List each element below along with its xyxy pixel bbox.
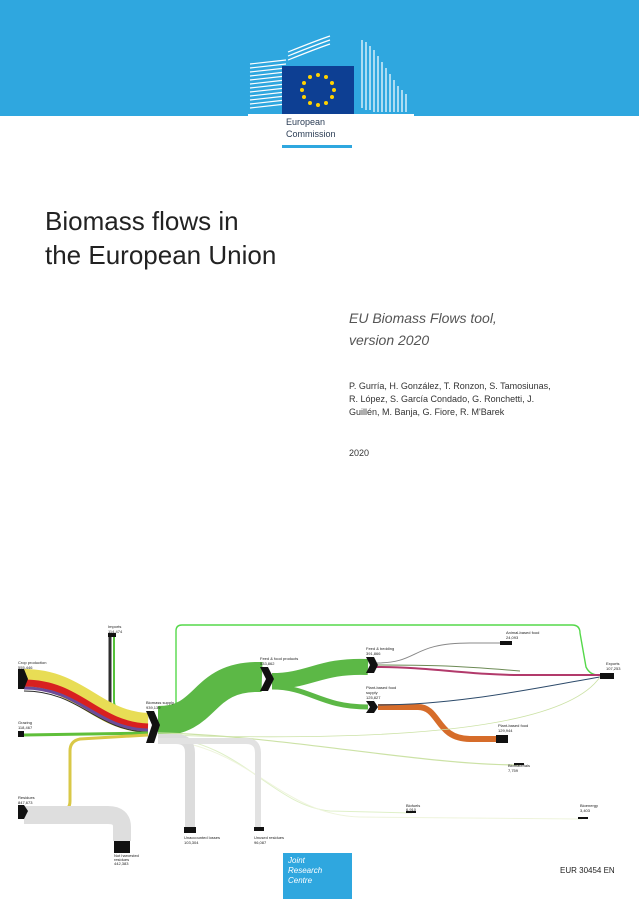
subtitle-line1: EU Biomass Flows tool,	[349, 310, 497, 326]
label-biofuels-val: 6,910	[406, 807, 417, 812]
report-subtitle	[349, 307, 589, 351]
sankey-flow-plant-food	[378, 707, 496, 739]
label-bioenergy: Bioenergy	[580, 803, 599, 808]
ec-wordmark-line1: European	[286, 117, 326, 127]
label-plant-supply2: supply	[366, 690, 378, 695]
label-grazing-val: 118,467	[18, 725, 33, 730]
label-feed-bedding-val: 391,866	[366, 651, 381, 656]
label-biofuels: Biofuels	[406, 803, 421, 808]
sankey-flow-plant-export	[378, 677, 600, 705]
subtitle-line2: version 2020	[349, 332, 430, 348]
label-biomass-supply: Biomass supply	[146, 700, 175, 705]
label-imports: Imports	[108, 624, 122, 629]
jrc-line3: Centre	[288, 876, 313, 885]
sankey-node-unaccounted	[184, 827, 196, 833]
label-exports: Exports	[606, 661, 620, 666]
sankey-flow-unaccounted	[158, 739, 190, 827]
authors-line3: Guillén, M. Banja, G. Fiore, R. M'Barek	[349, 407, 505, 417]
jrc-line1: Joint	[288, 856, 305, 865]
label-feed-food: Feed & food products	[260, 656, 299, 661]
sankey-flow-unused	[158, 741, 258, 827]
label-unaccounted-val: 103,304	[184, 840, 199, 845]
label-crop-val: 555,446	[18, 665, 33, 670]
title-line2: the European Union	[45, 240, 277, 270]
label-animal-food: Animal-based food	[506, 630, 540, 635]
label-plant-food-val: 129,944	[498, 728, 513, 733]
authors-line2: R. López, S. García Condado, G. Ronchetti, J.	[349, 394, 535, 404]
ec-underline	[282, 145, 352, 148]
sankey-flow-not-harvested	[24, 815, 122, 841]
sankey-flow-feed-food	[158, 677, 262, 721]
sankey-node-grazing	[18, 731, 24, 737]
label-plant-food: Plant-based food	[498, 723, 529, 728]
sankey-node-feed-food	[260, 667, 274, 691]
label-imports-val: 114,474	[108, 629, 123, 634]
sankey-node-unused	[254, 827, 264, 831]
report-title	[45, 204, 345, 272]
label-unused: Unused residues	[254, 835, 285, 840]
sankey-flow-plant-supply	[272, 687, 368, 707]
label-not-harvested: Not harvested	[114, 853, 139, 858]
label-unaccounted: Unaccounted losses	[184, 835, 221, 840]
label-unused-val: 96,087	[254, 840, 267, 845]
label-not-harvested2: residues	[114, 857, 130, 862]
label-animal-food-val: 24,093	[506, 635, 519, 640]
label-biomass-supply-val: 939,139	[146, 705, 161, 710]
title-line1: Biomass flows in	[45, 206, 239, 236]
label-crop: Crop production	[18, 660, 47, 665]
sankey-node-exports	[600, 673, 614, 679]
label-biomaterials: Biomaterials	[508, 763, 531, 768]
sankey-flow-bioenergy	[158, 739, 582, 819]
sankey-node-plant-food	[496, 735, 508, 743]
ec-wordmark-line2: Commission	[286, 129, 336, 139]
authors	[349, 380, 579, 419]
label-residues: Residues	[18, 795, 35, 800]
sankey-flow-residues-up	[24, 735, 148, 811]
ec-wordmark	[286, 116, 354, 140]
jrc-logo	[283, 853, 352, 899]
jrc-line2: Research	[288, 866, 323, 875]
authors-line1: P. Gurría, H. González, T. Ronzon, S. Tamosiunas,	[349, 381, 551, 391]
label-exports-val: 107,253	[606, 666, 621, 671]
label-residues-val: 847,673	[18, 800, 33, 805]
sankey-node-bioenergy	[578, 817, 588, 819]
label-not-harvested-val: 442,383	[114, 861, 129, 866]
label-grazing: Grazing	[18, 720, 33, 725]
label-feed-food-val: 533,862	[260, 661, 275, 666]
publication-year: 2020	[349, 448, 370, 458]
sankey-flow-imports-green	[114, 637, 148, 715]
sankey-diagram	[0, 615, 639, 875]
label-plant-supply-val: 125,827	[366, 695, 381, 700]
sankey-node-animal-food	[500, 641, 512, 645]
label-bioenergy-val: 3,403	[580, 808, 591, 813]
label-biomaterials-val: 7,759	[508, 768, 519, 773]
sankey-node-not-harvested	[114, 841, 130, 853]
report-number: EUR 30454 EN	[560, 866, 615, 875]
sankey-node-biomass-supply	[146, 711, 160, 743]
sankey-flow-biofuels	[158, 737, 412, 813]
label-plant-supply: Plant-based food	[366, 685, 397, 690]
sankey-flow-animal-food	[376, 643, 500, 663]
label-feed-bedding: Feed & bedding	[366, 646, 395, 651]
sankey-flow-feed-bedding	[272, 667, 368, 681]
